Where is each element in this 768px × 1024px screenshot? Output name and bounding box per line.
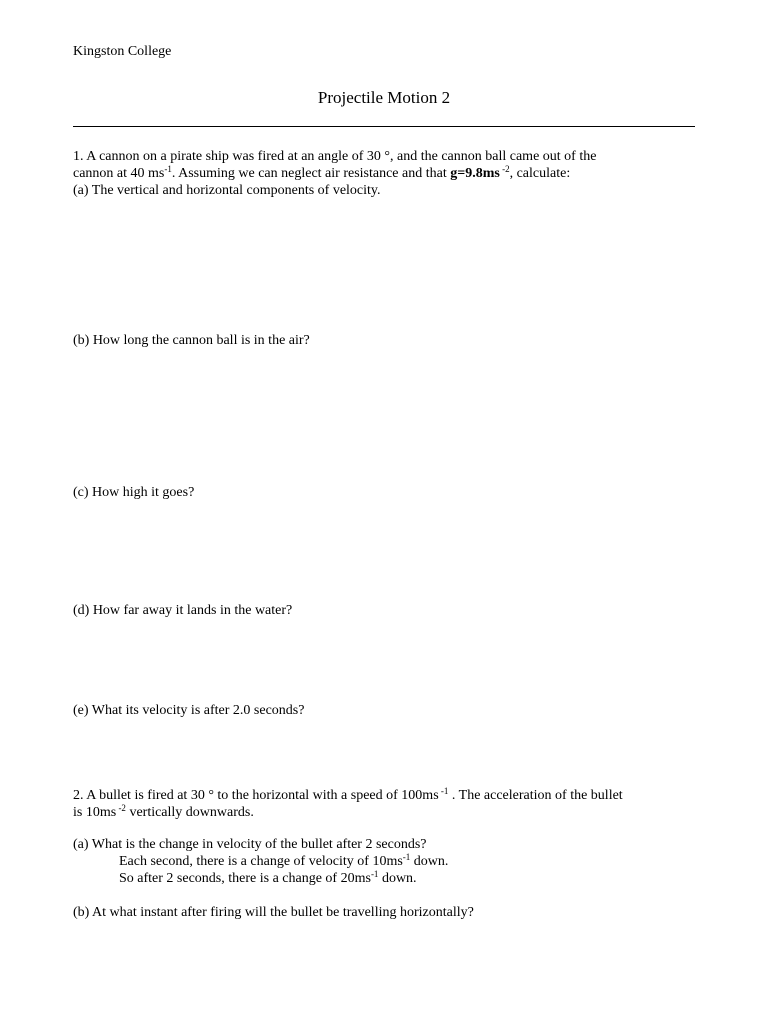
q1-part-b: (b) How long the cannon ball is in the air?	[73, 333, 310, 348]
q2-line-2-text-a: is 10ms	[73, 805, 117, 820]
q1-line-2-text-c: , calculate:	[509, 166, 571, 181]
q2-line-1	[73, 787, 623, 804]
q1-part-e: (e) What its velocity is after 2.0 seconds?	[73, 703, 305, 718]
q1-line-2	[73, 165, 596, 182]
q2-answer-1-text-a: Each second, there is a change of velocity of 10ms	[119, 854, 403, 869]
q1-line-2-text-a: cannon at 40 ms	[73, 166, 165, 181]
q2-line-2-text-b: vertically downwards.	[125, 805, 254, 820]
q2-part-a-block	[73, 836, 448, 887]
q2-part-b: (b) At what instant after firing will the bullet be travelling horizontally?	[73, 905, 474, 920]
q2-part-a: (a) What is the change in velocity of the bullet after 2 seconds?	[73, 837, 427, 852]
q2-part-a-answer-1	[73, 853, 448, 870]
q1-line-1: 1. A cannon on a pirate ship was fired at an angle of 30 °, and the cannon ball came out of the	[73, 149, 597, 164]
q2-acceleration-exponent: -2	[116, 803, 126, 813]
q1-unit-exponent-1: -1	[164, 164, 172, 174]
school-name: Kingston College	[73, 44, 172, 59]
q1-unit-exponent-2: -2	[499, 164, 510, 174]
q2-answer-1-exponent: -1	[402, 852, 411, 862]
q1-part-c: (c) How high it goes?	[73, 485, 195, 500]
q2-line-1-text-a: 2. A bullet is fired at 30 ° to the horizontal with a speed of 100ms	[73, 788, 439, 803]
question-1	[73, 148, 596, 199]
q1-line-2-text-b: . Assuming we can neglect air resistance and that	[171, 166, 451, 181]
q2-answer-2-exponent: -1	[370, 869, 379, 879]
q1-gravity-value: g=9.8ms	[450, 166, 500, 181]
q2-answer-2-text-a: So after 2 seconds, there is a change of 20ms	[119, 871, 371, 886]
title-divider	[73, 126, 695, 127]
q2-part-a-answer-2	[73, 870, 448, 887]
q2-speed-exponent: -1	[438, 786, 449, 796]
page-title: Projectile Motion 2	[317, 88, 451, 107]
q1-part-a: (a) The vertical and horizontal components of velocity.	[73, 183, 381, 198]
q2-line-2	[73, 804, 623, 821]
q2-line-1-text-b: . The acceleration of the bullet	[448, 788, 623, 803]
q2-answer-2-text-b: down.	[378, 871, 417, 886]
q1-part-d: (d) How far away it lands in the water?	[73, 603, 293, 618]
q2-answer-1-text-b: down.	[410, 854, 449, 869]
question-2	[73, 787, 623, 821]
